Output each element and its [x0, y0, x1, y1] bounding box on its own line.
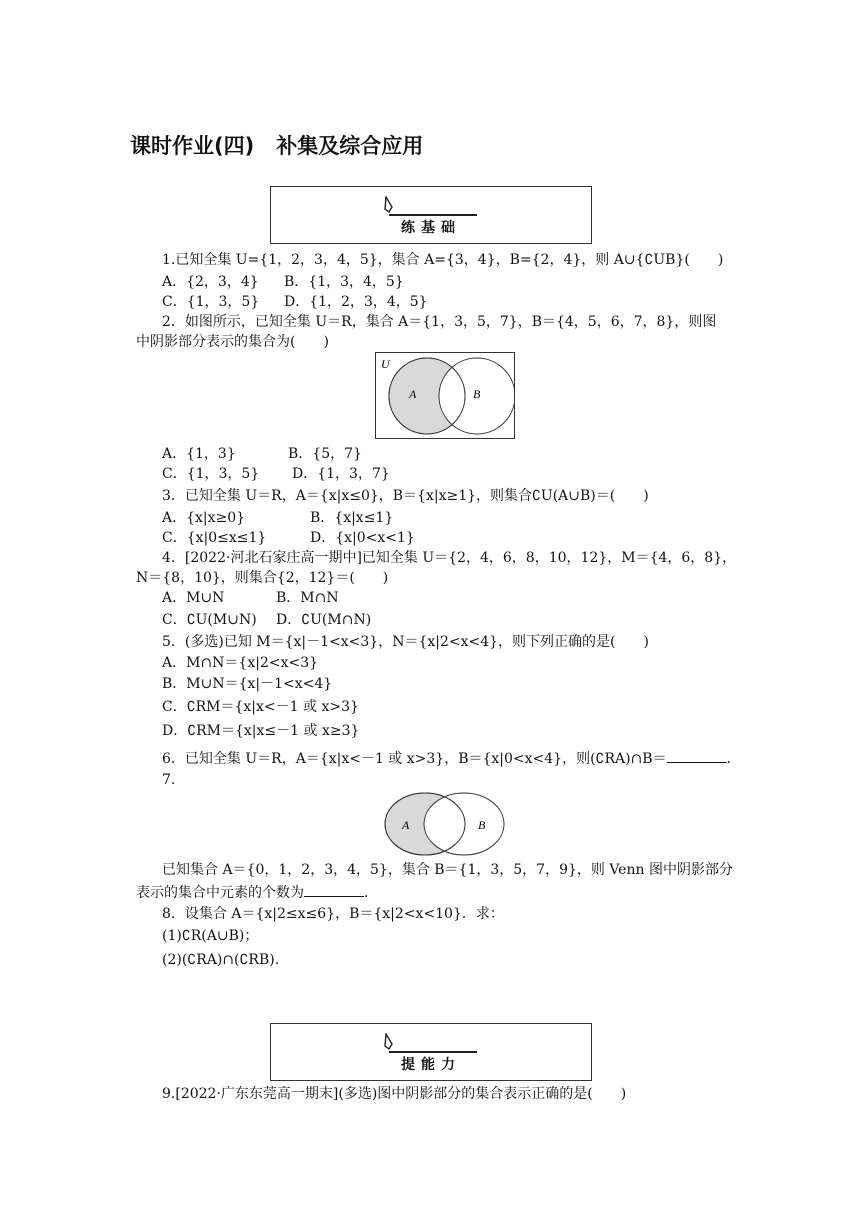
- q3-option-b: B．{x|x≤1}: [310, 510, 394, 526]
- q5-option-b: B．M∪N＝{x|－1<x<4}: [162, 676, 333, 692]
- q7-line1: 已知集合 A＝{0，1，2，3，4，5}，集合 B＝{1，3，5，7，9}，则 Venn 图中阴影部分: [162, 862, 733, 878]
- q3-stem: 3．已知全集 U＝R，A＝{x|x≤0}，B＝{x|x≥1}，则集合∁U(A∪B)＝( ): [162, 488, 649, 504]
- q1-option-a: A．{2，3，4}: [162, 274, 259, 290]
- q2-line2: 中阴影部分表示的集合为( ): [136, 334, 329, 350]
- q1-option-b: B．{1，3，4，5}: [284, 274, 404, 290]
- pen-icon: [383, 1033, 397, 1051]
- q5-option-d: D．∁RM＝{x|x≤－1 或 x≥3}: [162, 723, 360, 739]
- q1-stem: 1.已知全集 U={1，2，3，4，5}，集合 A={3，4}，B={2，4}，则 A∪{∁UB}( ): [162, 252, 724, 268]
- q4-option-c: C．∁U(M∪N): [162, 612, 257, 628]
- q2-venn-label-b: B: [473, 387, 481, 401]
- q2-venn-label-a: A: [409, 387, 417, 401]
- q7-venn-label-b: B: [478, 818, 486, 832]
- q7-answer-blank[interactable]: [304, 882, 364, 897]
- q7-venn-label-a: A: [402, 818, 410, 832]
- q2-venn-diagram: [375, 352, 515, 440]
- page-title: 课时作业(四) 补集及综合应用: [130, 134, 424, 158]
- q5-option-a: A．M∩N＝{x|2<x<3}: [162, 655, 319, 671]
- q1-option-c: C．{1，3，5}: [162, 294, 260, 310]
- q3-option-a: A．{x|x≥0}: [162, 510, 246, 526]
- section-banner-basic: [270, 186, 592, 244]
- q9-stem: 9.[2022·广东东莞高一期末](多选)图中阴影部分的集合表示正确的是( ): [162, 1086, 627, 1102]
- q2-option-b: B．{5，7}: [288, 446, 362, 462]
- q6-stem: 6．已知全集 U＝R，A＝{x|x<－1 或 x>3}，B＝{x|0<x<4}，则(∁RA)∩B＝ ．: [162, 748, 741, 769]
- q3-option-c: C．{x|0≤x≤1}: [162, 530, 267, 546]
- q2-option-c: C．{1，3，5}: [162, 466, 260, 482]
- section-banner-advanced: [270, 1023, 592, 1081]
- q4-option-d: D．∁U(M∩N): [276, 612, 372, 628]
- q4-line1: 4．[2022·河北石家庄高一期中]已知全集 U＝{2，4，6，8，10，12}，M＝{4，6，8}，: [162, 550, 737, 566]
- q8-part1: (1)∁R(A∪B)；: [162, 928, 259, 944]
- q7-number: 7.: [162, 772, 176, 788]
- q8-part2: (2)(∁RA)∩(∁RB).: [162, 952, 280, 968]
- q2-venn-label-u: U: [381, 357, 390, 371]
- q6-answer-blank[interactable]: [667, 748, 727, 763]
- q2-line1: 2．如图所示，已知全集 U＝R，集合 A＝{1，3，5，7}，B＝{4，5，6，7，8}，则图: [162, 314, 717, 330]
- q2-option-d: D．{1，3，7}: [292, 466, 390, 482]
- q8-stem: 8．设集合 A＝{x|2≤x≤6}，B＝{x|2<x<10}．求：: [162, 906, 504, 922]
- q1-option-d: D．{1，2，3，4，5}: [284, 294, 428, 310]
- pen-icon: [383, 196, 397, 214]
- section-label-basic: 练基础: [401, 220, 461, 236]
- q4-option-a: A．M∪N: [162, 590, 225, 606]
- section-label-advanced: 提能力: [401, 1057, 461, 1073]
- q4-option-b: B．M∩N: [276, 590, 339, 606]
- q7-line2: 表示的集合中元素的个数为 .: [136, 882, 368, 903]
- q2-option-a: A．{1，3}: [162, 446, 236, 462]
- q3-option-d: D．{x|0<x<1}: [310, 530, 415, 546]
- q4-line2: N＝{8，10}，则集合{2，12}＝( ): [136, 570, 389, 586]
- q5-option-c: C．∁RM＝{x|x<－1 或 x>3}: [162, 699, 359, 715]
- q7-venn-diagram: [384, 792, 506, 856]
- q5-stem: 5．(多选)已知 M＝{x|－1<x<3}，N＝{x|2<x<4}，则下列正确的是( ): [162, 634, 649, 650]
